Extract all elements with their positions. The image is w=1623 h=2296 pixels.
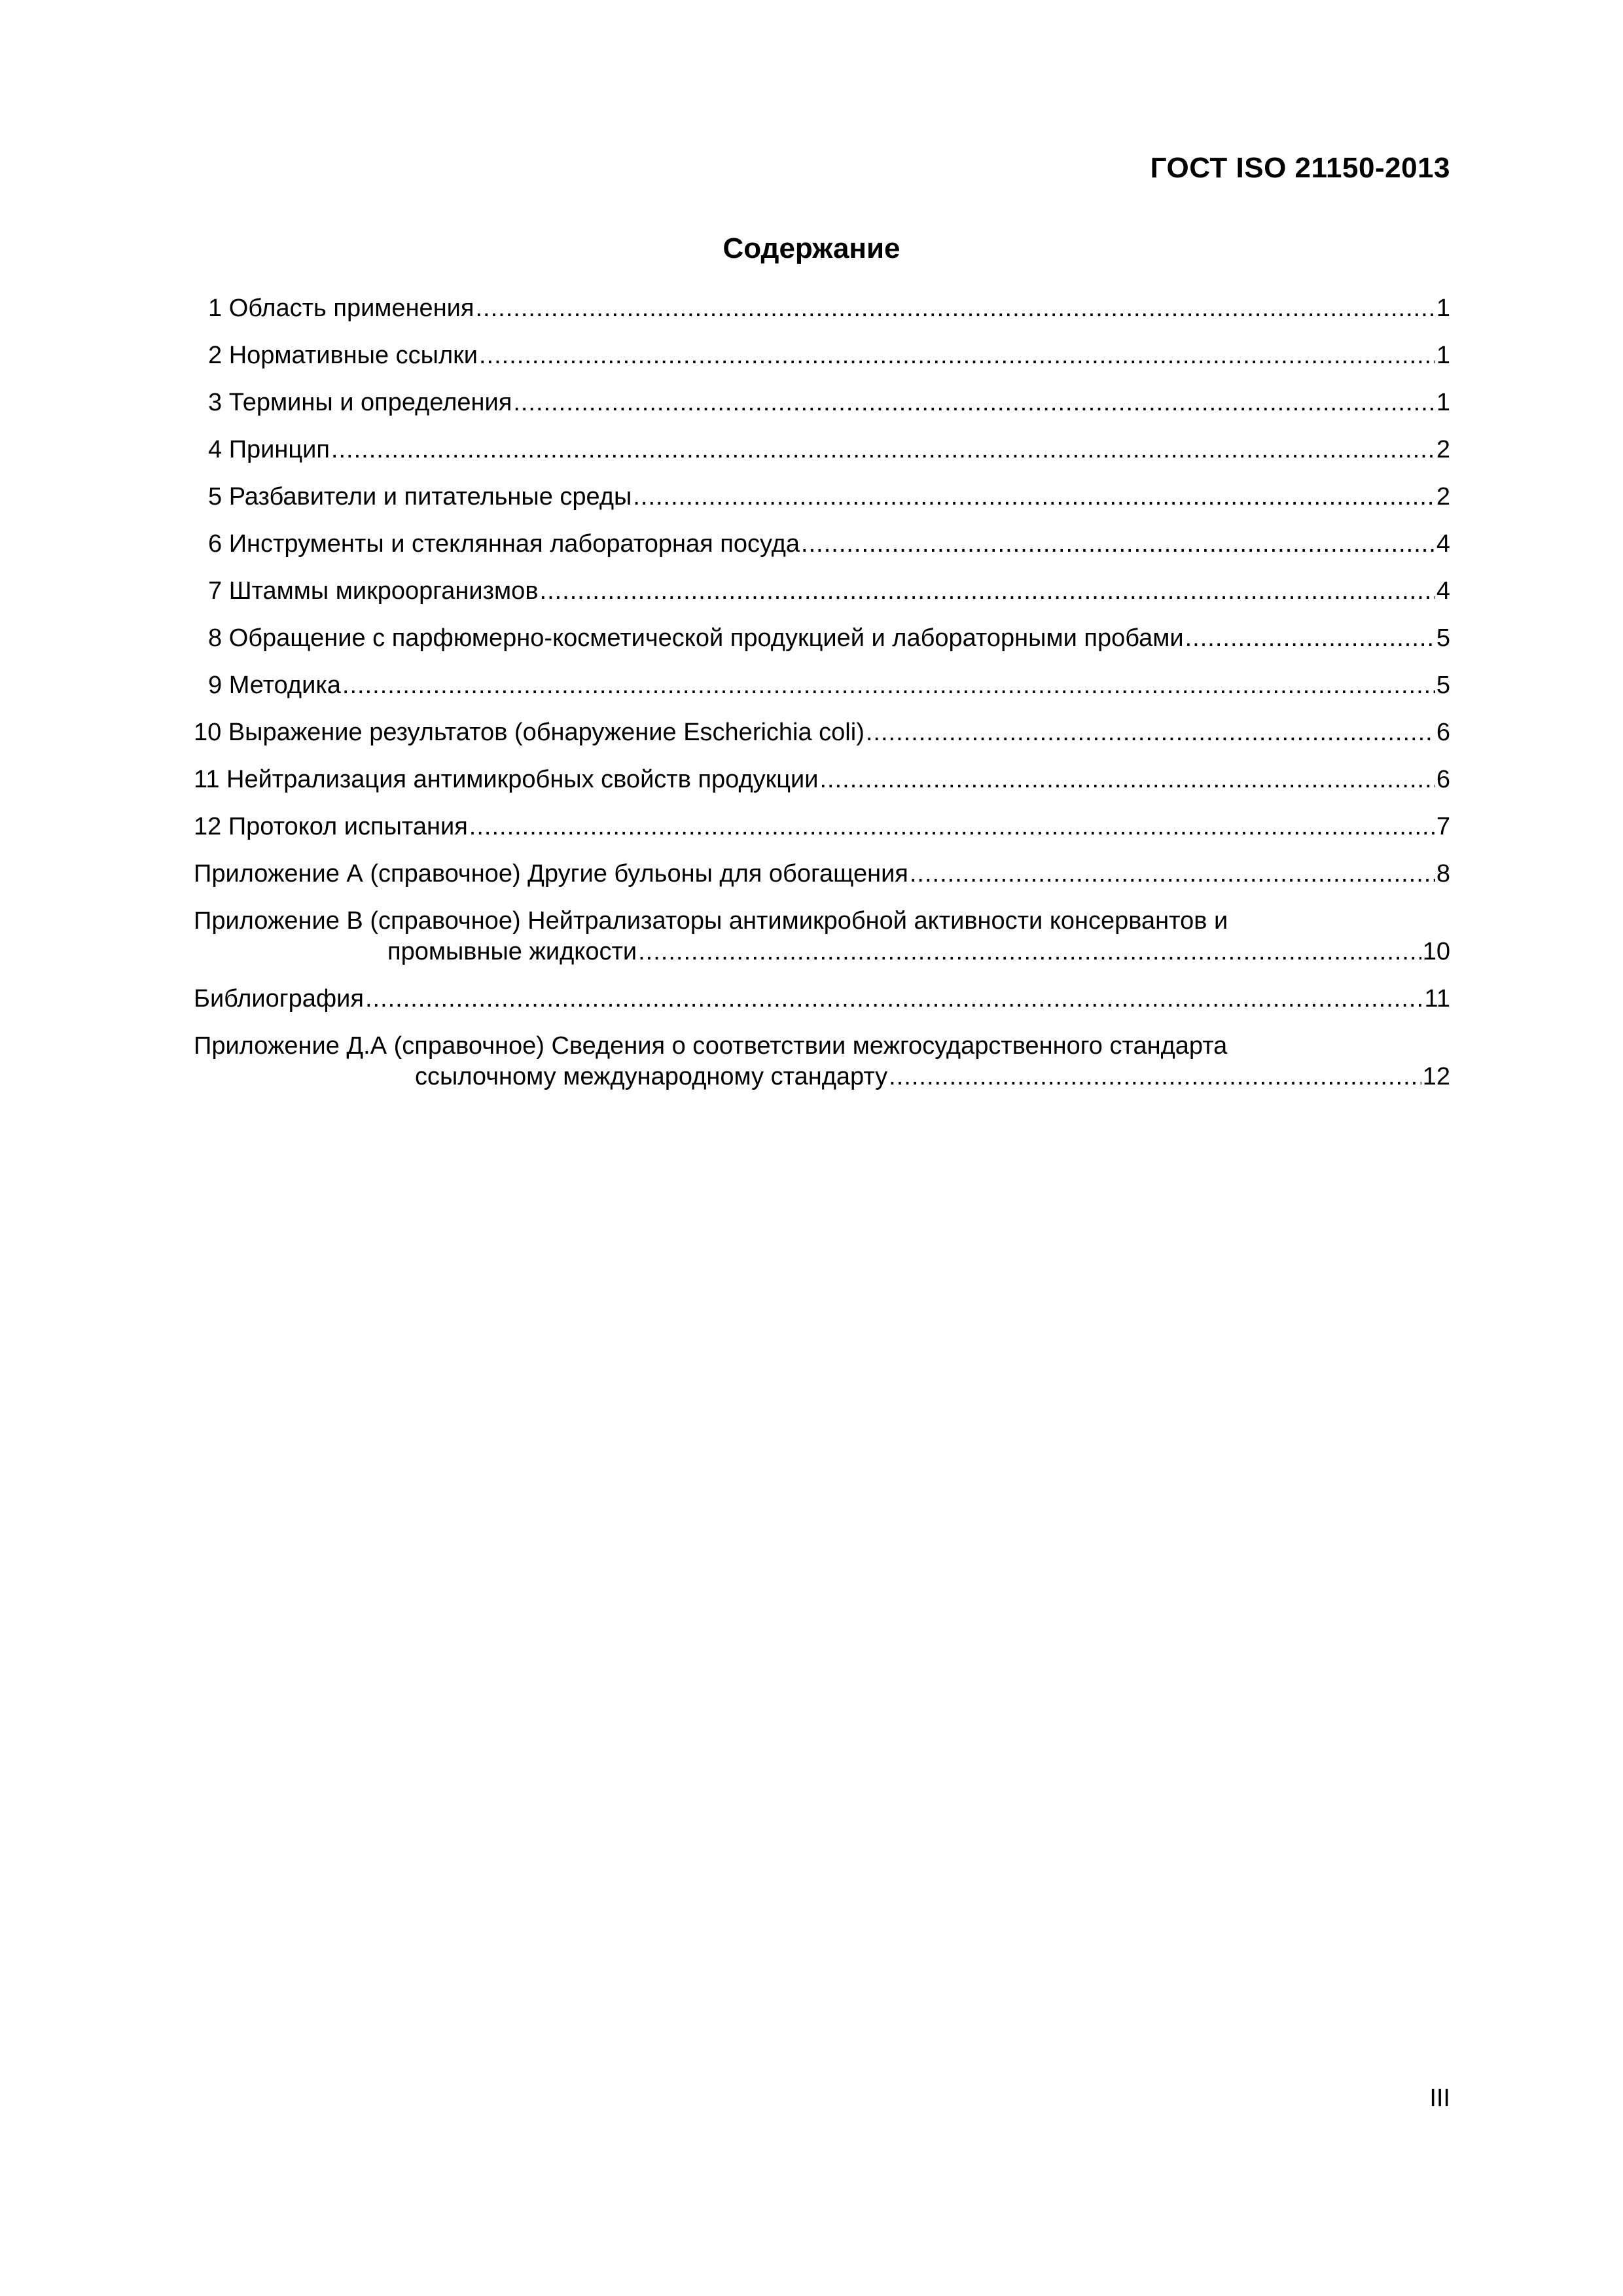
toc-entry-page: 7 bbox=[1436, 813, 1450, 840]
toc-entry[interactable] bbox=[194, 529, 1450, 560]
toc-entry[interactable] bbox=[194, 906, 1450, 967]
toc-entry[interactable] bbox=[194, 482, 1450, 512]
toc-entry[interactable] bbox=[194, 576, 1450, 607]
toc-entry-label: Приложение В (справочное) Нейтрализаторы антимикробной активности консервантов и bbox=[194, 907, 1228, 935]
toc-entry-page: 11 bbox=[1424, 985, 1450, 1013]
toc-dot-leader bbox=[331, 435, 1435, 465]
toc-entry-label: 9 Методика bbox=[208, 672, 341, 699]
toc-dot-leader bbox=[910, 859, 1435, 889]
toc-dot-leader bbox=[475, 293, 1435, 324]
toc-entry-label: 5 Разбавители и питательные среды bbox=[208, 483, 632, 511]
toc-dot-leader bbox=[479, 340, 1435, 371]
page-number: III bbox=[1429, 2085, 1450, 2112]
toc-entry-label: 3 Термины и определения bbox=[208, 389, 512, 416]
toc-dot-leader bbox=[638, 937, 1421, 967]
toc-entry-label: 6 Инструменты и стеклянная лабораторная посуда bbox=[208, 530, 800, 558]
toc-entry[interactable] bbox=[194, 435, 1450, 465]
toc-entry-page: 4 bbox=[1436, 530, 1450, 558]
toc-entry-page: 2 bbox=[1436, 483, 1450, 511]
toc-dot-leader bbox=[513, 387, 1435, 418]
toc-entry-label: 12 Протокол испытания bbox=[194, 813, 468, 840]
toc-entry[interactable] bbox=[194, 1031, 1450, 1092]
toc-entry[interactable] bbox=[194, 764, 1450, 795]
toc-entry-page: 6 bbox=[1436, 719, 1450, 746]
toc-dot-leader bbox=[469, 812, 1435, 842]
toc-entry-label: 11 Нейтрализация антимикробных свойств продукции bbox=[194, 766, 819, 793]
toc-entry[interactable] bbox=[194, 387, 1450, 418]
toc-entry-label: 1 Область применения bbox=[208, 295, 474, 322]
toc-entry-page: 10 bbox=[1422, 938, 1450, 965]
toc-dot-leader bbox=[540, 576, 1435, 607]
toc-dot-leader bbox=[819, 764, 1435, 795]
toc-entry[interactable] bbox=[194, 293, 1450, 324]
toc-dot-leader bbox=[1185, 623, 1435, 654]
toc-title: Содержание bbox=[722, 232, 901, 264]
toc-dot-leader bbox=[801, 529, 1435, 560]
toc-dot-leader bbox=[889, 1062, 1421, 1092]
toc-entry-page: 1 bbox=[1436, 342, 1450, 369]
toc-entry-label-continued: промывные жидкости bbox=[387, 938, 637, 965]
toc-entry-page: 8 bbox=[1436, 860, 1450, 888]
toc-entry[interactable] bbox=[194, 623, 1450, 654]
toc-entry-page: 4 bbox=[1436, 577, 1450, 605]
toc-entry-label: Приложение А (справочное) Другие бульоны для обогащения bbox=[194, 860, 908, 888]
toc-entry-label-continued: ссылочному международному стандарту bbox=[415, 1063, 888, 1090]
toc-entry-page: 6 bbox=[1436, 766, 1450, 793]
toc-entry-label: 10 Выражение результатов (обнаружение Escherichia coli) bbox=[194, 719, 865, 746]
toc-entry[interactable] bbox=[194, 859, 1450, 889]
toc-dot-leader bbox=[866, 717, 1435, 748]
table-of-contents bbox=[194, 293, 1450, 1109]
toc-entry-page: 1 bbox=[1436, 389, 1450, 416]
toc-entry[interactable] bbox=[194, 340, 1450, 371]
toc-entry-label: 2 Нормативные ссылки bbox=[208, 342, 478, 369]
toc-entry[interactable] bbox=[194, 984, 1450, 1014]
toc-entry[interactable] bbox=[194, 717, 1450, 748]
document-code: ГОСТ ISO 21150-2013 bbox=[1150, 152, 1450, 184]
toc-entry-page: 5 bbox=[1436, 624, 1450, 652]
toc-entry-page: 1 bbox=[1436, 295, 1450, 322]
toc-entry-label: 4 Принцип bbox=[208, 436, 330, 463]
toc-entry-label: Приложение Д.А (справочное) Сведения о соответствии межгосударственного стандарта bbox=[194, 1032, 1228, 1060]
toc-entry-label: 7 Штаммы микроорганизмов bbox=[208, 577, 539, 605]
toc-entry-page: 12 bbox=[1422, 1063, 1450, 1090]
toc-entry[interactable] bbox=[194, 812, 1450, 842]
toc-entry-label: 8 Обращение с парфюмерно-косметической продукцией и лабораторными пробами bbox=[208, 624, 1184, 652]
toc-entry-page: 2 bbox=[1436, 436, 1450, 463]
toc-entry-page: 5 bbox=[1436, 672, 1450, 699]
toc-entry[interactable] bbox=[194, 670, 1450, 701]
toc-dot-leader bbox=[365, 984, 1423, 1014]
toc-dot-leader bbox=[342, 670, 1435, 701]
toc-entry-label: Библиография bbox=[194, 985, 364, 1013]
toc-dot-leader bbox=[633, 482, 1435, 512]
